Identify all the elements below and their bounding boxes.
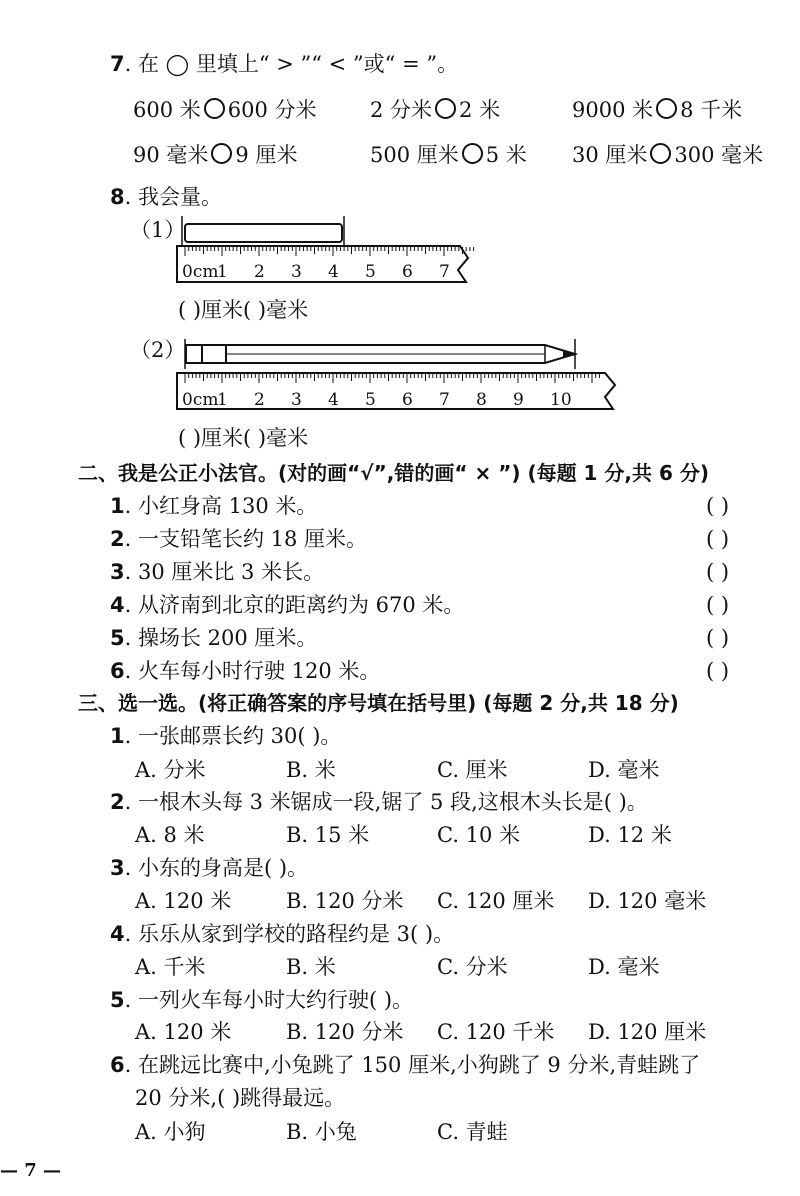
q7-item: 30 厘米 300 毫米 bbox=[572, 143, 764, 167]
ruler-label: 1 bbox=[217, 390, 228, 410]
ruler-label: 2 bbox=[254, 262, 265, 282]
q7-item: 9000 米 8 千米 bbox=[572, 98, 743, 122]
answer-paren[interactable]: ( ) bbox=[706, 626, 730, 650]
q8-part2-label: （2） bbox=[130, 338, 186, 362]
s3-option[interactable]: B. 小兔 bbox=[286, 1120, 357, 1144]
measured-bar bbox=[185, 224, 342, 242]
s3-option[interactable]: B. 120 分米 bbox=[286, 889, 404, 913]
compare-circle[interactable] bbox=[204, 98, 225, 119]
compare-circle[interactable] bbox=[462, 143, 483, 164]
s2-item: 2. 一支铅笔长约 18 厘米。 bbox=[110, 527, 368, 551]
s3-item: 5. 一列火车每小时大约行驶( )。 bbox=[110, 988, 414, 1012]
s3-option[interactable]: B. 120 分米 bbox=[286, 1020, 404, 1044]
q8-answer-1[interactable]: ( )厘米( )毫米 bbox=[178, 298, 309, 322]
ruler-label: 7 bbox=[439, 390, 450, 410]
ruler-label: 3 bbox=[291, 390, 302, 410]
s2-item: 1. 小红身高 130 米。 bbox=[110, 494, 318, 518]
s2-item: 4. 从济南到北京的距离约为 670 米。 bbox=[110, 593, 465, 617]
s3-item-cont: 20 分米,( )跳得最远。 bbox=[135, 1086, 346, 1110]
ruler-1-figure bbox=[175, 214, 475, 296]
s3-option[interactable]: A. 千米 bbox=[135, 955, 206, 979]
q7-item: 2 分米 2 米 bbox=[370, 98, 501, 122]
answer-paren[interactable]: ( ) bbox=[706, 560, 730, 584]
q7-title: 7. 在 ◯ 里填上“ > ”“ < ”或“ = ”。 bbox=[110, 52, 459, 76]
ruler-label: 5 bbox=[365, 262, 376, 282]
ruler-label: 0cm bbox=[182, 262, 219, 282]
q7-item: 90 毫米 9 厘米 bbox=[133, 143, 298, 167]
s3-option[interactable]: A. 8 米 bbox=[135, 823, 205, 847]
q8-title: 8. 我会量。 bbox=[110, 185, 222, 209]
s3-option[interactable]: A. 120 米 bbox=[135, 889, 232, 913]
s3-option[interactable]: D. 毫米 bbox=[588, 955, 660, 979]
s2-item: 3. 30 厘米比 3 米长。 bbox=[110, 560, 325, 584]
s3-option[interactable]: C. 分米 bbox=[437, 955, 508, 979]
ruler-label: 7 bbox=[439, 262, 450, 282]
ruler-label: 1 bbox=[217, 262, 228, 282]
section2-heading: 二、我是公正小法官。(对的画“√”,错的画“ × ”) (每题 1 分,共 6 分) bbox=[78, 461, 710, 485]
answer-paren[interactable]: ( ) bbox=[706, 593, 730, 617]
s3-option[interactable]: D. 120 厘米 bbox=[588, 1020, 707, 1044]
pencil-end bbox=[186, 345, 202, 363]
s3-option[interactable]: C. 10 米 bbox=[437, 823, 521, 847]
q7-item: 500 厘米 5 米 bbox=[370, 143, 527, 167]
s3-option[interactable]: A. 分米 bbox=[135, 758, 206, 782]
s3-option[interactable]: C. 厘米 bbox=[437, 758, 508, 782]
s3-option[interactable]: C. 青蛙 bbox=[437, 1120, 508, 1144]
q8-answer-2[interactable]: ( )厘米( )毫米 bbox=[178, 426, 309, 450]
ruler-label: 5 bbox=[365, 390, 376, 410]
compare-circle[interactable] bbox=[656, 98, 677, 119]
ruler-label: 9 bbox=[513, 390, 524, 410]
s3-option[interactable]: C. 120 厘米 bbox=[437, 889, 555, 913]
s3-item: 6. 在跳远比赛中,小兔跳了 150 厘米,小狗跳了 9 分米,青蛙跳了 bbox=[110, 1053, 701, 1077]
answer-paren[interactable]: ( ) bbox=[706, 494, 730, 518]
compare-circle[interactable] bbox=[435, 98, 456, 119]
ruler-label: 6 bbox=[402, 390, 413, 410]
q7-item: 600 米 600 分米 bbox=[133, 98, 317, 122]
s3-item: 1. 一张邮票长约 30( )。 bbox=[110, 724, 342, 748]
q8-part1-label: （1） bbox=[130, 218, 186, 242]
s2-item: 5. 操场长 200 厘米。 bbox=[110, 626, 318, 650]
compare-circle[interactable] bbox=[211, 143, 232, 164]
ruler-label: 0cm bbox=[182, 390, 219, 410]
ruler-label: 4 bbox=[328, 390, 339, 410]
answer-paren[interactable]: ( ) bbox=[706, 659, 730, 683]
s3-option[interactable]: D. 毫米 bbox=[588, 758, 660, 782]
page-number: — 7 — bbox=[0, 1160, 62, 1181]
s3-item: 4. 乐乐从家到学校的路程约是 3( )。 bbox=[110, 922, 455, 946]
answer-paren[interactable]: ( ) bbox=[706, 527, 730, 551]
s3-option[interactable]: D. 120 毫米 bbox=[588, 889, 707, 913]
s3-item: 3. 小东的身高是( )。 bbox=[110, 856, 309, 880]
ruler-label: 10 bbox=[550, 390, 572, 410]
s3-option[interactable]: B. 米 bbox=[286, 955, 336, 979]
ruler-label: 4 bbox=[328, 262, 339, 282]
ruler-label: 3 bbox=[291, 262, 302, 282]
s3-option[interactable]: A. 小狗 bbox=[135, 1120, 206, 1144]
s3-option[interactable]: A. 120 米 bbox=[135, 1020, 232, 1044]
compare-circle[interactable] bbox=[650, 143, 671, 164]
ruler-label: 8 bbox=[476, 390, 487, 410]
section3-heading: 三、选一选。(将正确答案的序号填在括号里) (每题 2 分,共 18 分) bbox=[78, 691, 679, 715]
s2-item: 6. 火车每小时行驶 120 米。 bbox=[110, 659, 381, 683]
s3-item: 2. 一根木头每 3 米锯成一段,锯了 5 段,这根木头长是( )。 bbox=[110, 790, 648, 814]
s3-option[interactable]: B. 15 米 bbox=[286, 823, 370, 847]
ruler-label: 6 bbox=[402, 262, 413, 282]
s3-option[interactable]: C. 120 千米 bbox=[437, 1020, 555, 1044]
s3-option[interactable]: B. 米 bbox=[286, 758, 336, 782]
s3-option[interactable]: D. 12 米 bbox=[588, 823, 672, 847]
ruler-2-figure bbox=[175, 335, 620, 420]
ruler-label: 2 bbox=[254, 390, 265, 410]
